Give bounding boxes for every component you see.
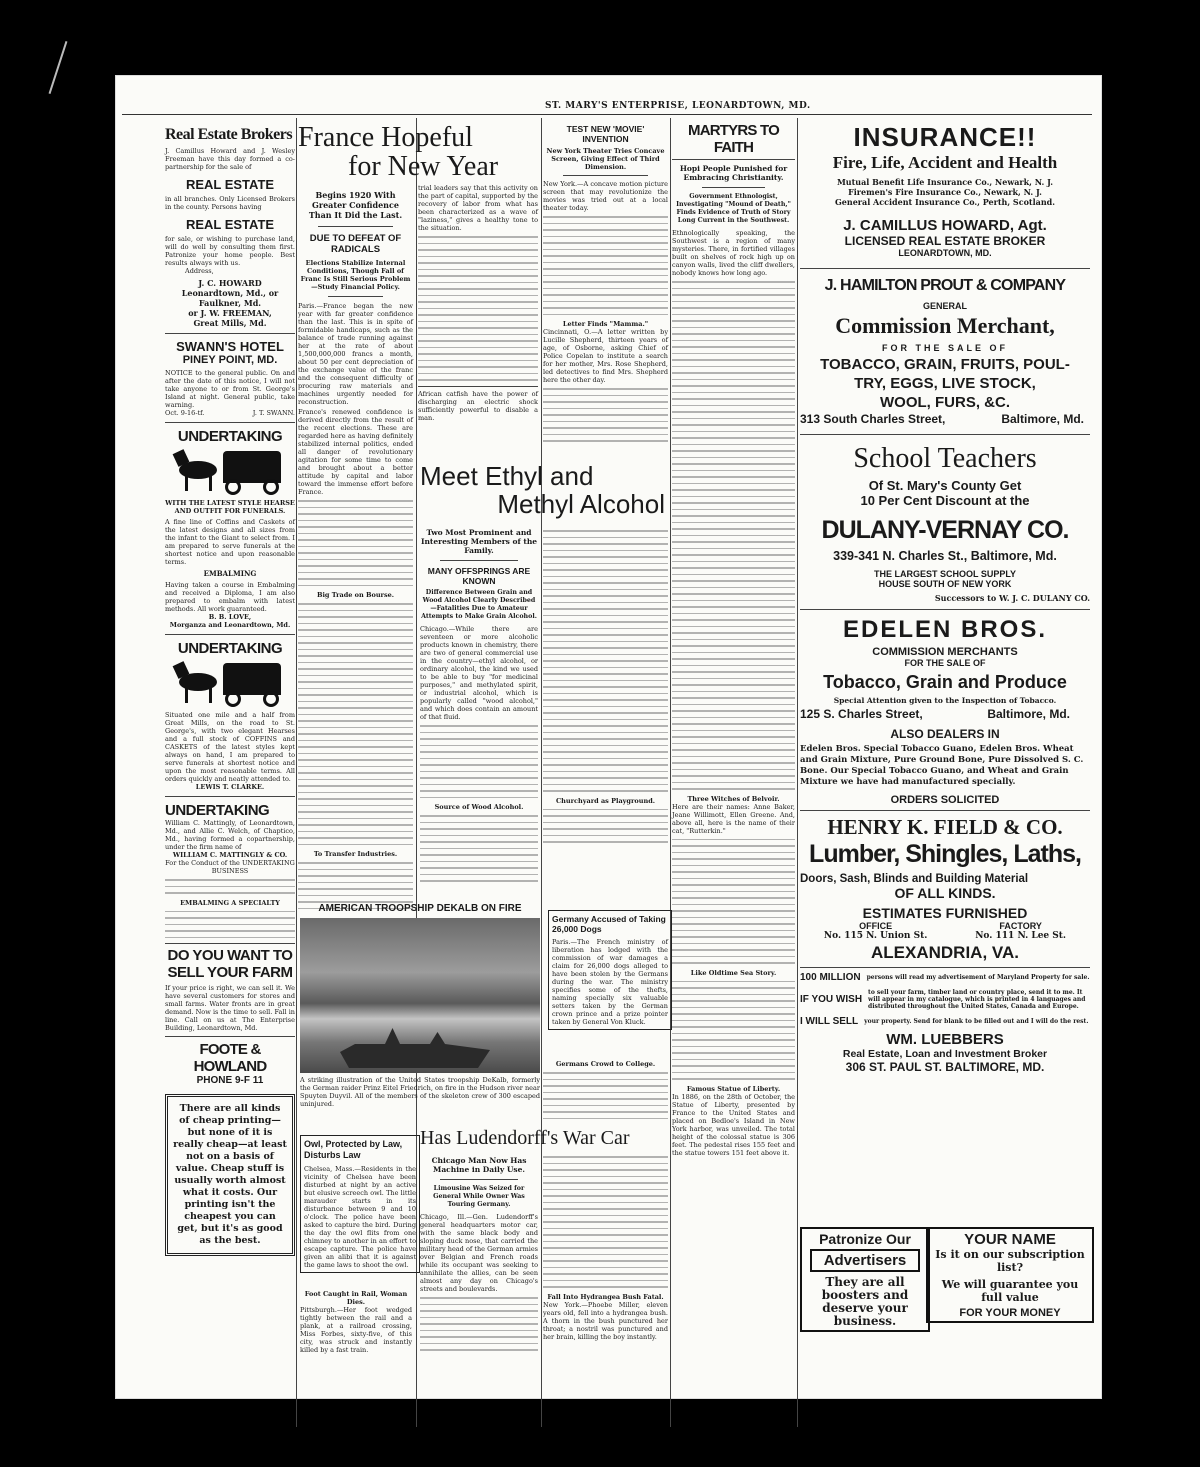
foot-caught-head: Foot Caught in Rail, Woman Dies. — [304, 1290, 408, 1306]
column-rule — [797, 118, 798, 1427]
jc-howard-addr: Leonardtown, Md., or Faulkner, Md. — [181, 288, 279, 308]
divider — [318, 226, 393, 227]
france-text-block — [298, 500, 413, 586]
troopship-feature — [300, 903, 540, 1108]
hearse-illustration — [175, 659, 285, 709]
field-office-factory — [800, 921, 1090, 941]
edelen-address-row — [800, 707, 1090, 721]
prout-goods-3: WOOL, FURS, &C. — [880, 394, 1010, 411]
edelen-address: 125 S. Charles Street, — [800, 707, 923, 721]
ethyl-deck: Two Most Prominent and Interesting Members of the Family. — [420, 528, 538, 555]
sell-farm-heading-2: SELL YOUR FARM — [167, 964, 293, 981]
und1-latest: WITH THE LATEST STYLE HEARSE AND OUTFIT FOR FUNERALS. — [165, 499, 295, 515]
germany-dogs-article — [548, 910, 672, 1030]
ludendorff-text-block — [420, 1297, 538, 1351]
swann-title: SWANN'S HOTEL — [176, 339, 284, 354]
field-kinds: OF ALL KINDS. — [894, 885, 996, 901]
luebbers-million-row — [800, 972, 1090, 983]
mamma-text-block — [543, 388, 668, 442]
your-name-guarantee: We will guarantee you full value — [941, 1278, 1079, 1304]
france-p1: Paris.—France began the new year with far greater confidence than the last. This is in spite of formidable handicaps, such as the balance of trade running against her at the rate of about 1,500,000,000 francs a month, about 50 per cent depreciation of the exchange value of the franc and the consequent difficulty of procuring raw materials and machines urgently needed for reconstruction. — [298, 302, 413, 406]
martyrs-text-block — [672, 281, 795, 790]
germany-body: Paris.—The French ministry of liberation has lodged with the commission of war damages a claim for 26,000 dogs alleged to have been stolen by the Germans during the war. The ministry specifies some of the thefts, naming specially six valuable setters taken by the German crown prince and a prize pointer taken by General Von Kluck. — [552, 938, 668, 1026]
germans-college-article — [543, 1060, 668, 1124]
swann-signature: J. T. SWANN. — [252, 409, 295, 417]
luebbers-million: 100 MILLION — [800, 972, 861, 983]
dulany-address: 339-341 N. Charles St., Baltimore, Md. — [833, 549, 1057, 563]
liberty-headline: Famous Statue of Liberty. — [686, 1084, 781, 1093]
swann-footer — [165, 409, 295, 417]
printing-ad: There are all kinds of cheap printing— but none of it is really cheap—at least not on a basis of value. Cheap stuff is usually worth almost what it costs. Our printing isn't the cheapest you can get, but it's as good as the best. — [165, 1094, 295, 1256]
owl-article — [300, 1135, 420, 1273]
luebbers-sell-row — [800, 1016, 1090, 1027]
france-subhead: DUE TO DEFEAT OF RADICALS — [309, 233, 402, 255]
divider — [800, 434, 1090, 435]
und2-signature: LEWIS T. CLARKE. — [195, 783, 265, 791]
limousine-subdeck: Limousine Was Seized for General While Owner Was Touring Germany. — [433, 1185, 525, 1208]
field-headline: HENRY K. FIELD & CO. — [827, 815, 1063, 839]
ethyl-text-block — [420, 725, 538, 798]
prout-commission: Commission Merchant, — [835, 313, 1055, 338]
ludendorff-continued — [543, 1156, 668, 1341]
realestate-intro: J. Camillus Howard and J. Wesley Freeman have this day formed a co-partnership for the sale of — [165, 147, 295, 171]
undertaking-heading: UNDERTAKING — [165, 802, 270, 819]
african-catfish: African catfish have the power of discharging an electric shock sufficiently powerful to disable a man. — [418, 389, 538, 422]
und3-text-block — [165, 911, 295, 939]
ethyl-continued — [543, 530, 668, 848]
luebbers-wish: IF YOU WISH — [800, 994, 863, 1005]
movie-headline: TEST NEW 'MOVIE' INVENTION — [566, 124, 645, 144]
field-office-block — [824, 921, 927, 941]
divider — [165, 943, 295, 944]
field-estimates: ESTIMATES FURNISHED — [862, 905, 1028, 921]
ludendorff-headline: Has Ludendorff's War Car — [420, 1127, 630, 1149]
foot-caught-article — [300, 1290, 412, 1354]
school-sub-2: 10 Per Cent Discount at the — [860, 493, 1030, 508]
ethyl-text-block — [420, 815, 538, 882]
divider — [165, 634, 295, 635]
ludendorff-p1: Chicago, Ill.—Gen. Ludendorff's general headquarters motor car, with the same black body and sloping duck nose, that carried the military head of the German armies over Belgian and French roads while its occupant was seeking to annihilate the allies, can be seen almost any day on Chicago's streets and boulevards. — [420, 1213, 538, 1293]
howard-agent: J. CAMILLUS HOWARD, Agt. — [843, 217, 1047, 234]
realestate-body: for sale, or wishing to purchase land, will do well by consulting them first. Patronize your home people. Best results always with us. — [165, 235, 295, 267]
ludendorff-deck: Chicago Man Now Has Machine in Daily Use. — [431, 1156, 527, 1174]
sell-farm-heading-1: DO YOU WANT TO — [167, 947, 293, 964]
ethyl-subdeck: Difference Between Grain and Wood Alcohol Clearly Described—Fatalities Due to Amateur Attempts to Make Grain Alcohol. — [421, 589, 537, 620]
prout-address: 313 South Charles Street, — [800, 412, 946, 426]
foot-caught-body: Pittsburgh.—Her foot wedged tightly between the rail and a plank, at a railroad crossing, Miss Forbes, sixty-five, of this city, was struck and instantly killed by a fast train. — [300, 1306, 412, 1354]
divider — [800, 609, 1090, 610]
school-headline: School Teachers — [853, 443, 1037, 474]
divider — [800, 268, 1090, 269]
luebbers-wish-text: to sell your farm, timber land or country place, send it to me. It will appear in my catalogue, which is printed in 4 languages and distributed throughout the United States, Canada and Europe. — [868, 989, 1086, 1010]
france-headline-2: for New Year — [348, 151, 499, 182]
movie-p1: New York.—A concave motion picture screen that may revolutionize the movies was tried out at a local theater today. — [543, 180, 668, 212]
field-factory-label: FACTORY — [999, 921, 1042, 931]
ethyl-p1: Chicago.—While there are seventeen or more alcoholic products known in chemistry, there are two of general commercial use in the country—ethyl alcohol, or ordinary alcohol, the kind we used to be able to buy "for medicinal purposes," and methylated spirit, or industrial alcohol, which is popularly called "wood alcohol," and which does contain an amount of that fluid. — [420, 625, 538, 721]
jc-howard: J. C. HOWARD — [198, 278, 262, 288]
field-office-label: OFFICE — [859, 921, 893, 931]
jw-freeman-addr: Great Mills, Md. — [193, 318, 267, 328]
undertaking-heading: UNDERTAKING — [177, 640, 283, 657]
edelen-commission: COMMISSION MERCHANTS — [872, 646, 1018, 658]
und3-embalming: EMBALMING A SPECIALTY — [180, 898, 280, 907]
page-edge-mark — [49, 41, 68, 94]
ethyl-article — [420, 528, 538, 887]
und2-body: Situated one mile and a half from Great Mills, on the road to St. George's, with two elegant Hearses and a full stock of COFFINS and CASKETS of the latest styles kept always on hand, I am prepared to serve funerals at shortest notice and upon the most reasonable terms. All orders quickly and neatly attended to. — [165, 711, 295, 783]
ludendorff-headline-block — [420, 1126, 668, 1150]
realestate-title: Real Estate Brokers — [165, 126, 293, 143]
insurance-co-3: General Accident Insurance Co., Perth, Scotland. — [834, 197, 1056, 207]
france-p2: France's renewed confidence is derived directly from the result of the recent elections. These are regarded here as having definitely stabilized internal politics, ended all danger of revolutionary agitation for some time to come and brought about a better attitude by capital and labor toward the immense effort before France. — [298, 408, 413, 496]
divider — [563, 175, 648, 176]
troopship-caption: A striking illustration of the United States troopship DeKalb, formerly the German raider Prinz Eitel Friedrich, on fire in the Hudson river near Spuyten Duyvil. All of the members of the skeleton crew of 300 escaped uninjured. — [300, 1076, 540, 1108]
foote-howland: FOOTE & HOWLAND — [193, 1041, 267, 1075]
und3-body: William C. Mattingly, of Leonardtown, Md., and Allie C. Welch, of Chaptico, Md., having formed a copartnership, under the firm name of — [165, 819, 295, 851]
mamma-headline: Letter Finds "Mamma." — [562, 320, 649, 328]
patronize-1: Patronize Our — [819, 1231, 911, 1247]
churchyard-text-block — [543, 809, 668, 843]
prout-address-row — [800, 412, 1090, 426]
fall-hydrangea-body: New York.—Phoebe Miller, eleven years old, fell into a hydrangea bush. A thorn in the bush punctured her throat; a nostril was punctured and her brain, killing the boy instantly. — [543, 1300, 668, 1341]
field-office: No. 115 N. Union St. — [823, 931, 928, 941]
swann-notice: NOTICE to the general public. On and after the date of this notice, I will not take anyone to or from St. George's Island at night. General public, take warning. — [165, 369, 295, 409]
divider — [440, 1179, 518, 1180]
prout-goods-2: TRY, EGGS, LIVE STOCK, — [854, 375, 1036, 392]
divider — [165, 1036, 295, 1037]
prout-for-sale: FOR THE SALE OF — [882, 343, 1008, 353]
und1-signature: B. B. LOVE, — [208, 613, 252, 621]
sell-farm-body: If your price is right, we can sell it. We have several customers for stores and small farms. Water fronts are in great demand. Now is the time to sell. Fall in line. Call on us at The Enterprise Building, Leonardtown, Md. — [165, 984, 295, 1032]
insurance-co-2: Firemen's Fire Insurance Co., Newark, N. J. — [848, 187, 1042, 197]
sea-story-head: Like Oldtime Sea Story. — [690, 968, 777, 977]
insurance-headline: INSURANCE!! — [853, 122, 1037, 152]
realestate-mid: in all branches. Only Licensed Brokers in the county. Persons having — [165, 195, 295, 211]
edelen-city: Baltimore, Md. — [987, 707, 1070, 721]
prout-city: Baltimore, Md. — [1001, 412, 1084, 426]
divider — [800, 967, 1090, 968]
patronize-2: Advertisers — [810, 1249, 920, 1272]
france-text-block — [298, 603, 413, 845]
luebbers-business: Real Estate, Loan and Investment Broker — [842, 1048, 1048, 1060]
prout-goods-1: TOBACCO, GRAIN, FRUITS, POUL- — [820, 356, 1070, 373]
troopship-headline: AMERICAN TROOPSHIP DEKALB ON FIRE — [318, 903, 522, 914]
field-city: ALEXANDRIA, VA. — [871, 943, 1019, 962]
patronize-ad — [800, 1227, 930, 1332]
und3-firm: WILLIAM C. MATTINGLY & CO. — [172, 851, 288, 859]
edelen-also: ALSO DEALERS IN — [890, 727, 1000, 741]
column-rule — [296, 118, 297, 1427]
divider — [165, 333, 295, 334]
und1-signature-addr: Morganza and Leonardtown, Md. — [169, 621, 291, 629]
ethyl-headline-2: Methyl Alcohol — [497, 489, 665, 519]
column-rule — [670, 118, 671, 1427]
edelen-body: Edelen Bros. Special Tobacco Guano, Edelen Bros. Wheat and Grain Mixture, Pure Ground Bone, Pure Dissolved S. C. Bone. Our Special Tobacco Guano, and Wheat and Grain Mixture we have had manufactured specially. — [800, 744, 1084, 787]
martyrs-p1: Ethnologically speaking, the Southwest is a region of many mysteries. There, in fortified villages built on shelves of rock high up on canyon walls, lived the cliff dwellers, nobody knows how long ago. — [672, 229, 795, 277]
column-5 — [672, 118, 795, 1427]
field-factory-block — [975, 921, 1066, 941]
field-doors: Doors, Sash, Blinds and Building Material — [800, 873, 1029, 885]
edelen-for: FOR THE SALE OF — [904, 658, 986, 668]
divider — [672, 159, 795, 160]
school-sub-1: Of St. Mary's County Get — [868, 478, 1022, 493]
germans-text-block — [543, 1072, 668, 1119]
dulany-house: HOUSE SOUTH OF NEW YORK — [878, 579, 1012, 589]
movie-deck: New York Theater Tries Concave Screen, Giving Effect of Third Dimension. — [546, 147, 665, 171]
france-text-block — [298, 862, 413, 909]
dulany-successors: Successors to W. J. C. DULANY CO. — [934, 593, 1090, 603]
und1-body: A fine line of Coffins and Caskets of the latest designs and all sizes from the infant to the Giant to select from. I am prepared to serve funerals at the shortest notice and upon reasonable terms. — [165, 518, 295, 566]
divider — [165, 796, 295, 797]
movie-text-block — [543, 216, 668, 315]
france-headline-1: France Hopeful — [298, 122, 473, 153]
jw-freeman: or J. W. FREEMAN, — [188, 308, 272, 318]
troopship-photo — [300, 918, 540, 1073]
france-deck: Begins 1920 With Greater Confidence Than It Did the Last. — [308, 190, 403, 220]
your-name-money: FOR YOUR MONEY — [959, 1307, 1061, 1319]
und3-for: For the Conduct of the UNDERTAKING BUSINESS — [165, 859, 295, 875]
ethyl-headline-1: Meet Ethyl and — [420, 461, 594, 491]
ethyl-source: Source of Wood Alcohol. — [434, 803, 524, 811]
foote-phone: PHONE 9-F 11 — [196, 1075, 264, 1086]
divider — [328, 296, 383, 297]
column-rule — [541, 118, 542, 1427]
france-text-block — [418, 236, 538, 381]
your-name-head: YOUR NAME — [964, 1231, 1056, 1248]
germans-college-head: Germans Crowd to College. — [555, 1060, 656, 1068]
france-bigtrade: Big Trade on Bourse. — [316, 591, 395, 599]
sea-story-text-block — [672, 981, 795, 1080]
divider — [165, 422, 295, 423]
howard-town: LEONARDTOWN, MD. — [898, 248, 992, 258]
ludendorff-article — [420, 1156, 538, 1356]
martyrs-deck: Hopi People Punished for Embracing Christianity. — [679, 164, 788, 182]
und3-text-block — [165, 879, 295, 894]
dulany-largest: THE LARGEST SCHOOL SUPPLY — [873, 569, 1017, 579]
field-factory: No. 111 N. Lee St. — [975, 931, 1067, 941]
prout-headline: J. HAMILTON PROUT & COMPANY — [824, 277, 1066, 294]
field-lumber: Lumber, Shingles, Laths, — [809, 840, 1081, 868]
divider — [800, 810, 1090, 811]
divider — [702, 187, 765, 188]
france-continued: trial leaders say that this activity on the part of capital, supported by the recovery of labor from what has been characterized as a wave of "laziness," gives a healthy tone to the situation. — [418, 184, 538, 232]
real-estate-heading: REAL ESTATE — [185, 177, 275, 192]
luebbers-million-text: persons will read my advertisement of Maryland Property for sale. — [866, 974, 1090, 981]
und1-embalming: EMBALMING — [203, 569, 257, 578]
address-label: Address, — [185, 267, 214, 275]
owl-headline: Owl, Protected by Law, Disturbs Law — [304, 1139, 403, 1160]
und1-emb-body: Having taken a course in Embalming and received a Diploma, I am also prepared to embalm with latest methods. All work guaranteed. — [165, 581, 295, 613]
edelen-orders: ORDERS SOLICITED — [890, 794, 1000, 806]
undertaking-heading: UNDERTAKING — [177, 428, 283, 445]
ludendorff-text-block — [543, 1156, 668, 1288]
hearse-illustration — [175, 447, 285, 497]
swann-date: Oct. 9-16-tf. — [165, 409, 205, 417]
fall-hydrangea-head: Fall Into Hydrangea Bush Fatal. — [547, 1292, 664, 1301]
howard-licensed: LICENSED REAL ESTATE BROKER — [844, 234, 1046, 248]
insurance-co-1: Mutual Benefit Life Insurance Co., Newark, N. J. — [836, 177, 1054, 187]
divider — [418, 386, 538, 387]
top-rule — [122, 114, 1092, 115]
insurance-kinds: Fire, Life, Accident and Health — [832, 153, 1058, 172]
churchyard-head: Churchyard as Playground. — [556, 796, 655, 805]
swann-location: PINEY POINT, MD. — [182, 354, 278, 366]
real-estate-heading: REAL ESTATE — [185, 217, 275, 232]
france-industries: To Transfer Industries. — [313, 850, 398, 858]
germany-headline: Germany Accused of Taking 26,000 Dogs — [552, 914, 666, 934]
ship-silhouette — [340, 1028, 490, 1068]
ethyl-subhead: MANY OFFSPRINGS ARE KNOWN — [427, 566, 531, 586]
mamma-body: Cincinnati, O.—A letter written by Lucille Shepherd, thirteen years of age, of Osborne, asking Chief of Police Copelan to institute a search for her mother, Mrs. Rose Shepherd, led detectives to find Mrs. Shepherd here the other day. — [543, 328, 668, 384]
liberty-body: In 1886, on the 28th of October, the Statue of Liberty, presented by France to the United States and placed on Bedloe's Island in New York harbor, was unveiled. The total height of the colossal statue is 306 feet. The pedestal rises 155 feet and the statue towers 151 feet above it. — [672, 1092, 795, 1157]
your-name-ad — [926, 1227, 1094, 1323]
luebbers-name: WM. LUEBBERS — [886, 1031, 1004, 1048]
luebbers-address: 306 ST. PAUL ST. BALTIMORE, MD. — [845, 1060, 1045, 1074]
france-subdeck: Elections Stabilize Internal Conditions, Though Fall of Franc Is Still Serious Problem—Study Financial Policy. — [300, 259, 411, 291]
patronize-body: They are all boosters and deserve your business. — [821, 1275, 909, 1328]
prout-general: GENERAL — [922, 301, 967, 311]
martyrs-headline: MARTYRS TO FAITH — [688, 122, 779, 156]
ethyl-text-block — [543, 530, 668, 792]
dulany-name: DULANY-VERNAY CO. — [821, 516, 1069, 544]
edelen-headline: EDELEN BROS. — [842, 616, 1048, 643]
owl-body: Chelsea, Mass.—Residents in the vicinity of Chelsea have been disturbed at night by an active but elusive screech owl. The little marauder starts in its disturbance between 9 and 10 o'clock. The police have been asked to capture the bird. During the day the owl flits from one chimney to another in an effort to escape capture. The police have given an alibi that it is against the game laws to shoot the owl. — [304, 1165, 416, 1269]
column-1 — [165, 118, 295, 1427]
luebbers-sell-text: your property. Send for blank to be filled out and I will do the rest. — [864, 1018, 1089, 1025]
edelen-special: Special Attention given to the Inspection of Tobacco. — [833, 696, 1057, 705]
edelen-goods: Tobacco, Grain and Produce — [823, 672, 1067, 692]
divider — [440, 560, 518, 561]
witches-headline: Three Witches of Belvoir. — [687, 794, 780, 803]
martyrs-subdeck: Government Ethnologist, Investigating "Mound of Death," Finds Evidence of Truth of Story Long Current in the Southwest. — [676, 193, 791, 224]
your-name-question: Is it on our subscription list? — [935, 1248, 1085, 1274]
luebbers-wish-row — [800, 989, 1090, 1010]
luebbers-sell: I WILL SELL — [800, 1016, 859, 1027]
witches-text-block — [672, 839, 795, 964]
running-head: ST. MARY'S ENTERPRISE, LEONARDTOWN, MD. — [545, 101, 811, 111]
witches-body: Here are their names: Anne Baker, Jeane Willimott, Ellen Greene. And, above all, here is the name of their cat, "Rutterkin." — [672, 802, 795, 835]
